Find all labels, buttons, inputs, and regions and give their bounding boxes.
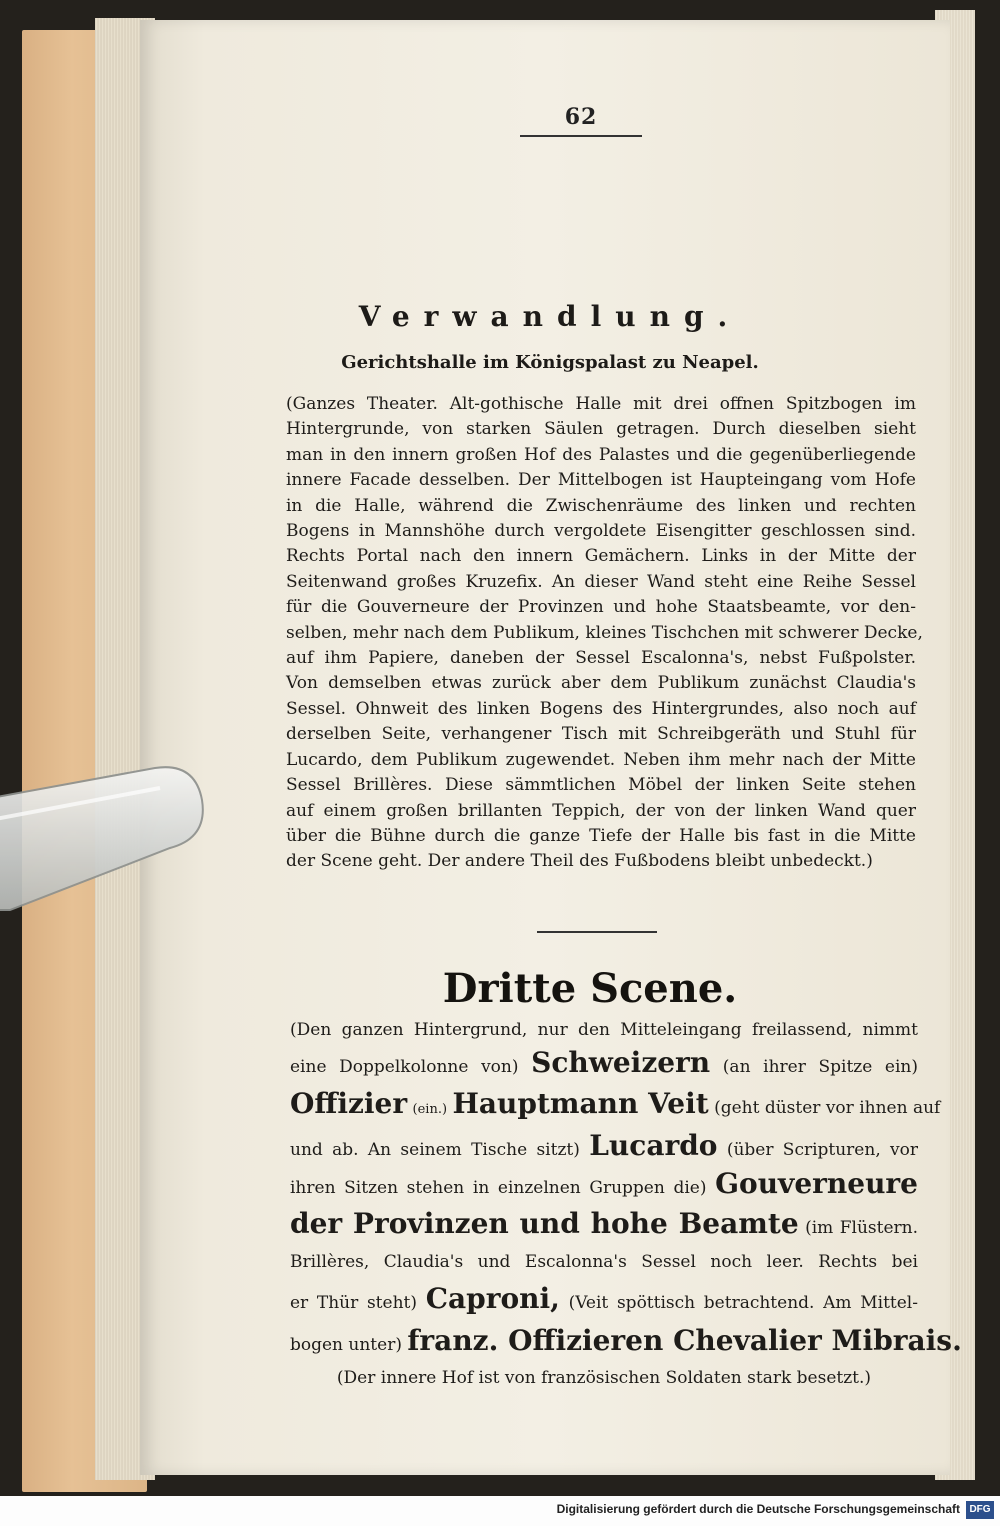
character-name: Caproni, [425,1282,560,1315]
scene-title: Dritte Scene. [442,965,738,1012]
text-line: (Ganzes Theater. Alt-gothische Halle mit drei offnen Spitzbogen im [286,394,916,414]
scene-text-run: er Thür steht) [290,1293,417,1313]
scene-text-run: ihren Sitzen stehen in einzelnen Gruppen die) [290,1178,707,1198]
text-line: auf ihm Papiere, daneben der Sessel Escalonna's, nebst Fußpolster. [286,648,916,669]
character-name: Schweizern [531,1046,711,1079]
text-line: in die Halle, während die Zwischenräume des linken und rechten [286,495,916,516]
funding-credit: Digitalisierung gefördert durch die Deutsche Forschungsgemeinschaft [556,1502,960,1516]
dfg-logo: DFG [966,1501,994,1519]
text-line: Sessel Brillères. Diese sämmtlichen Möbel der linken Seite stehen [286,775,916,796]
character-name: franz. Offizieren Chevalier Mibrais. [407,1324,962,1357]
scene-line [290,1203,918,1245]
character-name: Offizier [290,1087,408,1120]
text-line: selben, mehr nach dem Publikum, kleines Tischchen mit schwerer Decke, [286,622,923,643]
section-title: Verwandlung. [358,300,742,333]
scene-text-run: (Veit spöttisch betrachtend. Am Mittel- [568,1293,918,1313]
scene-text-run: Brillères, Claudia's und Escalonna's Sessel noch leer. Rechts bei [290,1252,918,1272]
page-number-rule [520,135,642,137]
section-divider [537,931,657,933]
footer-bar [0,1496,1000,1526]
text-line: Bogens in Mannshöhe durch vergoldete Eisengitter geschlossen sind. [286,521,916,542]
scene-text-run: (an ihrer Spitze ein) [722,1057,919,1077]
text-line: Sessel. Ohnweit des linken Bogens des Hintergrundes, also noch auf [286,698,916,719]
scene-line [290,1245,918,1279]
character-name: Lucardo [589,1129,718,1162]
text-line: man in den innern großen Hof des Palastes und die gegenüberliegende [286,444,916,465]
scene-line [290,1319,962,1363]
text-line: innere Facade desselben. Der Mittelbogen ist Haupteingang vom Hofe [286,470,916,491]
text-line: der Scene geht. Der andere Theil des Fußbodens bleibt unbedeckt.) [286,851,873,872]
scene-text-run: (im Flüstern. [805,1218,919,1238]
scene-text-run: eine Doppelkolonne von) [290,1057,519,1077]
character-name: Hauptmann Veit [452,1087,709,1120]
text-line: Hintergrunde, von starken Säulen getragen. Durch dieselben sieht [286,419,916,440]
scene-line [290,1081,941,1127]
text-line: auf einem großen brillanten Teppich, der von der linken Wand quer [286,800,916,821]
scene-text-run: (geht düster vor ihnen auf [714,1098,941,1118]
scene-line [290,1165,918,1203]
text-line: derselben Seite, verhangener Tisch mit Schreibgeräth und Stuhl für [286,724,916,745]
scene-text-run: und ab. An seinem Tische sitzt) [290,1140,580,1160]
character-name: Gouverneure [715,1167,918,1200]
scene-text-run: (über Scripturen, vor [726,1140,919,1160]
scene-line [290,1127,918,1165]
scene-stage-direction [290,1015,962,1393]
scene-line [290,1045,918,1081]
scene-line [290,1363,918,1393]
scene-text-run: (Der innere Hof ist von französischen Soldaten stark besetzt.) [336,1368,872,1388]
text-line: Von demselben etwas zurück aber dem Publikum zunächst Claudia's [286,673,916,694]
scene-text-run: (Den ganzen Hintergrund, nur den Mitteleingang freilassend, nimmt [290,1020,918,1040]
scene-text-run: bogen unter) [290,1335,402,1355]
text-line: Lucardo, dem Publikum zugewendet. Neben ihm mehr nach der Mitte [286,749,916,770]
text-line: Seitenwand großes Kruzefix. An dieser Wand steht eine Reihe Sessel [286,571,916,592]
scene-line [290,1279,918,1319]
text-line: über die Bühne durch die ganze Tiefe der Halle bis fast in die Mitte [286,825,916,846]
text-line: Rechts Portal nach den innern Gemächern. Links in der Mitte der [286,546,916,567]
page-clip [0,760,210,920]
stage-direction-paragraph [286,392,923,875]
page-number: 62 [564,104,598,130]
location-subtitle: Gerichtshalle im Königspalast zu Neapel. [341,352,759,373]
scene-text-run: (ein.) [412,1102,448,1117]
text-line: für die Gouverneure der Provinzen und hohe Staatsbeamte, vor den- [286,597,916,618]
character-name: der Provinzen und hohe Beamte [290,1207,799,1240]
scene-line [290,1015,918,1045]
